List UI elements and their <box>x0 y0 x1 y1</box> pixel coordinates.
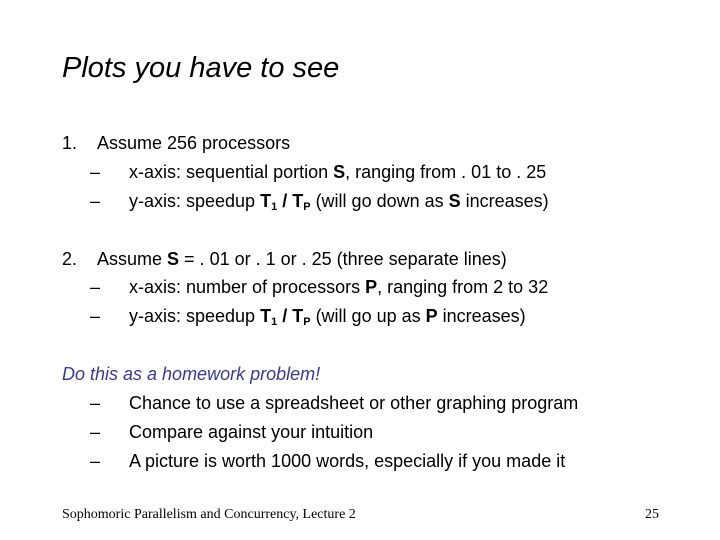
item-2-x-axis-text: x-axis: number of processors P, ranging from 2 to 32 <box>129 277 549 297</box>
item-2-text: Assume S = . 01 or . 1 or . 25 (three separate lines) <box>97 249 507 269</box>
homework-bullet-text: A picture is worth 1000 words, especially if you made it <box>129 451 566 471</box>
dash-bullet: – <box>90 393 101 413</box>
footer-course: Sophomoric Parallelism and Concurrency, Lecture 2 <box>62 507 356 522</box>
item-1-y-axis-text <box>129 190 549 212</box>
item-2-number: 2. <box>62 249 78 269</box>
slide-title: Plots you have to see <box>62 52 340 84</box>
slash: / <box>277 191 293 211</box>
tp: $T_P$ <box>292 191 311 213</box>
item-1-text: Assume 256 processors <box>97 133 291 153</box>
x-axis-var: S <box>333 162 346 182</box>
y-axis-pre: y-axis: speedup <box>129 191 261 211</box>
dash-bullet: – <box>90 422 101 442</box>
y-axis-post: increases) <box>460 191 549 211</box>
homework-heading: Do this as a homework problem! <box>62 364 321 384</box>
dash-bullet: – <box>90 191 101 211</box>
x-axis-post: , ranging from . 01 to . 25 <box>345 162 547 182</box>
homework-bullet-text: Compare against your intuition <box>129 422 374 442</box>
dash-bullet: – <box>90 451 101 471</box>
y-axis-var: S <box>448 191 461 211</box>
y-axis-mid: (will go down as <box>310 191 449 211</box>
item-1-x-axis-text <box>129 161 546 183</box>
dash-bullet: – <box>90 162 101 182</box>
dash-bullet: – <box>90 277 101 297</box>
homework-bullet-text: Chance to use a spreadsheet or other graphing program <box>129 393 579 413</box>
dash-bullet: – <box>90 306 101 326</box>
item-2-y-axis-text: y-axis: speedup $T_1 / T_P$ (will go up as P increases) <box>129 306 526 328</box>
footer-page-number: 25 <box>645 507 659 522</box>
item-1-number: 1. <box>62 133 78 153</box>
x-axis-pre: x-axis: sequential portion <box>129 162 334 182</box>
t1: $T_1$ <box>260 191 278 213</box>
